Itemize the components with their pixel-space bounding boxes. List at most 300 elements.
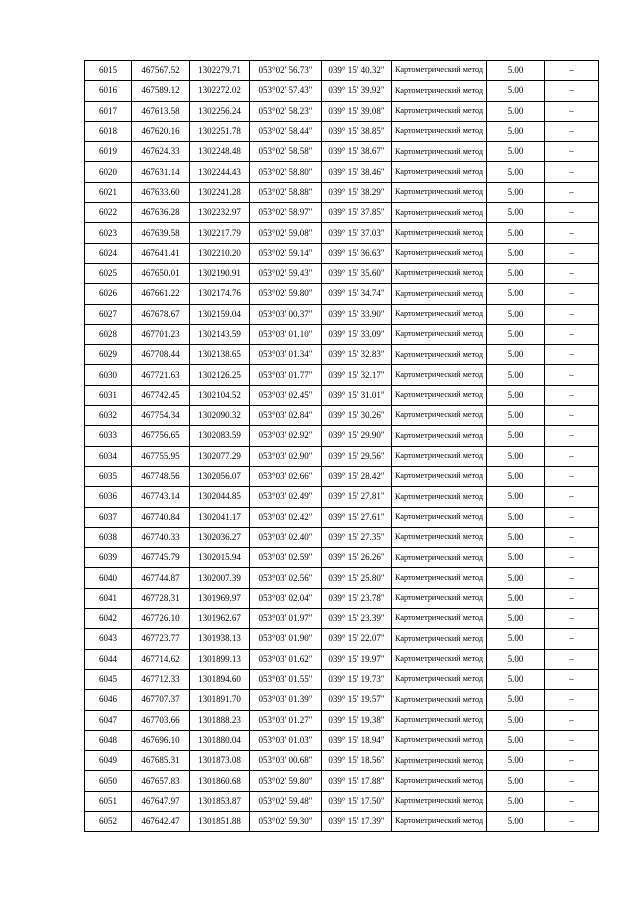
latitude-cell: 053°03' 02.66" — [250, 466, 322, 486]
longitude-cell: 039° 15' 29.90" — [322, 426, 392, 446]
longitude-cell: 039° 15' 33.09" — [322, 324, 392, 344]
point-number-cell: 6038 — [85, 527, 132, 547]
y-coordinate-cell: 1301891.70 — [190, 690, 250, 710]
point-number-cell: 6034 — [85, 446, 132, 466]
table-row — [85, 203, 599, 223]
longitude-cell: 039° 15' 18.94" — [322, 730, 392, 750]
y-coordinate-cell: 1302272.02 — [190, 81, 250, 101]
table-row — [85, 324, 599, 344]
y-coordinate-cell: 1302015.94 — [190, 548, 250, 568]
y-coordinate-cell: 1302251.78 — [190, 121, 250, 141]
y-coordinate-cell: 1301860.68 — [190, 771, 250, 791]
point-number-cell: 6033 — [85, 426, 132, 446]
accuracy-cell: 5.00 — [487, 487, 545, 507]
point-number-cell: 6049 — [85, 751, 132, 771]
note-cell: – — [545, 345, 599, 365]
longitude-cell: 039° 15' 19.38" — [322, 710, 392, 730]
table-row — [85, 771, 599, 791]
longitude-cell: 039° 15' 38.85" — [322, 121, 392, 141]
latitude-cell: 053°02' 58.58" — [250, 142, 322, 162]
longitude-cell: 039° 15' 17.88" — [322, 771, 392, 791]
y-coordinate-cell: 1302174.76 — [190, 284, 250, 304]
x-coordinate-cell: 467744.87 — [132, 568, 190, 588]
y-coordinate-cell: 1302077.29 — [190, 446, 250, 466]
method-cell: Картометрический метод — [392, 730, 487, 750]
x-coordinate-cell: 467567.52 — [132, 61, 190, 81]
point-number-cell: 6035 — [85, 466, 132, 486]
longitude-cell: 039° 15' 35.60" — [322, 263, 392, 283]
point-number-cell: 6024 — [85, 243, 132, 263]
longitude-cell: 039° 15' 17.50" — [322, 791, 392, 811]
method-cell: Картометрический метод — [392, 284, 487, 304]
x-coordinate-cell: 467723.77 — [132, 629, 190, 649]
table-row — [85, 466, 599, 486]
point-number-cell: 6051 — [85, 791, 132, 811]
longitude-cell: 039° 15' 17.39" — [322, 811, 392, 831]
table-row — [85, 385, 599, 405]
latitude-cell: 053°03' 02.04" — [250, 588, 322, 608]
y-coordinate-cell: 1301873.08 — [190, 751, 250, 771]
x-coordinate-cell: 467712.33 — [132, 669, 190, 689]
table-row — [85, 81, 599, 101]
y-coordinate-cell: 1302104.52 — [190, 385, 250, 405]
method-cell: Картометрический метод — [392, 324, 487, 344]
table-row — [85, 182, 599, 202]
x-coordinate-cell: 467642.47 — [132, 811, 190, 831]
longitude-cell: 039° 15' 32.83" — [322, 345, 392, 365]
y-coordinate-cell: 1302241.28 — [190, 182, 250, 202]
accuracy-cell: 5.00 — [487, 223, 545, 243]
latitude-cell: 053°03' 02.45" — [250, 385, 322, 405]
longitude-cell: 039° 15' 23.39" — [322, 609, 392, 629]
x-coordinate-cell: 467636.28 — [132, 203, 190, 223]
longitude-cell: 039° 15' 19.73" — [322, 669, 392, 689]
y-coordinate-cell: 1302159.04 — [190, 304, 250, 324]
point-number-cell: 6020 — [85, 162, 132, 182]
method-cell: Картометрический метод — [392, 669, 487, 689]
point-number-cell: 6029 — [85, 345, 132, 365]
accuracy-cell: 5.00 — [487, 690, 545, 710]
method-cell: Картометрический метод — [392, 507, 487, 527]
y-coordinate-cell: 1301880.04 — [190, 730, 250, 750]
method-cell: Картометрический метод — [392, 304, 487, 324]
note-cell: – — [545, 61, 599, 81]
longitude-cell: 039° 15' 27.35" — [322, 527, 392, 547]
longitude-cell: 039° 15' 38.67" — [322, 142, 392, 162]
x-coordinate-cell: 467728.31 — [132, 588, 190, 608]
longitude-cell: 039° 15' 34.74" — [322, 284, 392, 304]
table-row — [85, 426, 599, 446]
x-coordinate-cell: 467641.41 — [132, 243, 190, 263]
note-cell: – — [545, 142, 599, 162]
accuracy-cell: 5.00 — [487, 406, 545, 426]
longitude-cell: 039° 15' 27.61" — [322, 507, 392, 527]
table-row — [85, 304, 599, 324]
note-cell: – — [545, 365, 599, 385]
method-cell: Картометрический метод — [392, 487, 487, 507]
accuracy-cell: 5.00 — [487, 710, 545, 730]
table-row — [85, 568, 599, 588]
table-row — [85, 365, 599, 385]
x-coordinate-cell: 467703.66 — [132, 710, 190, 730]
longitude-cell: 039° 15' 39.08" — [322, 101, 392, 121]
method-cell: Картометрический метод — [392, 426, 487, 446]
latitude-cell: 053°03' 02.56" — [250, 568, 322, 588]
note-cell: – — [545, 162, 599, 182]
accuracy-cell: 5.00 — [487, 649, 545, 669]
point-number-cell: 6042 — [85, 609, 132, 629]
latitude-cell: 053°03' 02.59" — [250, 548, 322, 568]
x-coordinate-cell: 467714.62 — [132, 649, 190, 669]
point-number-cell: 6052 — [85, 811, 132, 831]
accuracy-cell: 5.00 — [487, 203, 545, 223]
latitude-cell: 053°03' 02.42" — [250, 507, 322, 527]
table-row — [85, 263, 599, 283]
accuracy-cell: 5.00 — [487, 243, 545, 263]
point-number-cell: 6026 — [85, 284, 132, 304]
method-cell: Картометрический метод — [392, 203, 487, 223]
note-cell: – — [545, 487, 599, 507]
y-coordinate-cell: 1301899.13 — [190, 649, 250, 669]
y-coordinate-cell: 1302041.17 — [190, 507, 250, 527]
latitude-cell: 053°03' 01.55" — [250, 669, 322, 689]
x-coordinate-cell: 467696.10 — [132, 730, 190, 750]
x-coordinate-cell: 467742.45 — [132, 385, 190, 405]
longitude-cell: 039° 15' 31.01" — [322, 385, 392, 405]
point-number-cell: 6015 — [85, 61, 132, 81]
x-coordinate-cell: 467620.16 — [132, 121, 190, 141]
accuracy-cell: 5.00 — [487, 466, 545, 486]
x-coordinate-cell: 467685.31 — [132, 751, 190, 771]
latitude-cell: 053°03' 01.27" — [250, 710, 322, 730]
longitude-cell: 039° 15' 23.78" — [322, 588, 392, 608]
note-cell: – — [545, 568, 599, 588]
x-coordinate-cell: 467631.14 — [132, 162, 190, 182]
table-row — [85, 243, 599, 263]
y-coordinate-cell: 1302190.91 — [190, 263, 250, 283]
accuracy-cell: 5.00 — [487, 811, 545, 831]
method-cell: Картометрический метод — [392, 182, 487, 202]
method-cell: Картометрический метод — [392, 710, 487, 730]
latitude-cell: 053°02' 58.44" — [250, 121, 322, 141]
note-cell: – — [545, 649, 599, 669]
accuracy-cell: 5.00 — [487, 609, 545, 629]
point-number-cell: 6021 — [85, 182, 132, 202]
method-cell: Картометрический метод — [392, 263, 487, 283]
y-coordinate-cell: 1301938.13 — [190, 629, 250, 649]
accuracy-cell: 5.00 — [487, 669, 545, 689]
accuracy-cell: 5.00 — [487, 791, 545, 811]
note-cell: – — [545, 629, 599, 649]
table-row — [85, 669, 599, 689]
method-cell: Картометрический метод — [392, 568, 487, 588]
y-coordinate-cell: 1302036.27 — [190, 527, 250, 547]
accuracy-cell: 5.00 — [487, 142, 545, 162]
note-cell: – — [545, 548, 599, 568]
method-cell: Картометрический метод — [392, 588, 487, 608]
accuracy-cell: 5.00 — [487, 162, 545, 182]
method-cell: Картометрический метод — [392, 223, 487, 243]
accuracy-cell: 5.00 — [487, 121, 545, 141]
accuracy-cell: 5.00 — [487, 751, 545, 771]
note-cell: – — [545, 791, 599, 811]
latitude-cell: 053°03' 01.10" — [250, 324, 322, 344]
y-coordinate-cell: 1302210.20 — [190, 243, 250, 263]
latitude-cell: 053°02' 59.14" — [250, 243, 322, 263]
x-coordinate-cell: 467756.65 — [132, 426, 190, 446]
table-row — [85, 811, 599, 831]
latitude-cell: 053°03' 01.34" — [250, 345, 322, 365]
note-cell: – — [545, 426, 599, 446]
method-cell: Картометрический метод — [392, 771, 487, 791]
accuracy-cell: 5.00 — [487, 324, 545, 344]
y-coordinate-cell: 1302248.48 — [190, 142, 250, 162]
point-number-cell: 6025 — [85, 263, 132, 283]
table-row — [85, 791, 599, 811]
coordinates-table — [84, 60, 599, 832]
table-row — [85, 710, 599, 730]
y-coordinate-cell: 1301894.60 — [190, 669, 250, 689]
latitude-cell: 053°03' 01.97" — [250, 609, 322, 629]
table-row — [85, 548, 599, 568]
y-coordinate-cell: 1302244.43 — [190, 162, 250, 182]
note-cell: – — [545, 385, 599, 405]
latitude-cell: 053°02' 59.80" — [250, 284, 322, 304]
note-cell: – — [545, 81, 599, 101]
note-cell: – — [545, 304, 599, 324]
accuracy-cell: 5.00 — [487, 629, 545, 649]
point-number-cell: 6016 — [85, 81, 132, 101]
point-number-cell: 6030 — [85, 365, 132, 385]
point-number-cell: 6037 — [85, 507, 132, 527]
table-row — [85, 629, 599, 649]
y-coordinate-cell: 1302256.24 — [190, 101, 250, 121]
note-cell: – — [545, 690, 599, 710]
table-row — [85, 142, 599, 162]
latitude-cell: 053°02' 59.08" — [250, 223, 322, 243]
longitude-cell: 039° 15' 22.07" — [322, 629, 392, 649]
y-coordinate-cell: 1302056.07 — [190, 466, 250, 486]
x-coordinate-cell: 467708.44 — [132, 345, 190, 365]
longitude-cell: 039° 15' 29.56" — [322, 446, 392, 466]
point-number-cell: 6041 — [85, 588, 132, 608]
accuracy-cell: 5.00 — [487, 527, 545, 547]
method-cell: Картометрический метод — [392, 629, 487, 649]
point-number-cell: 6032 — [85, 406, 132, 426]
note-cell: – — [545, 588, 599, 608]
method-cell: Картометрический метод — [392, 101, 487, 121]
latitude-cell: 053°02' 58.80" — [250, 162, 322, 182]
note-cell: – — [545, 527, 599, 547]
longitude-cell: 039° 15' 28.42" — [322, 466, 392, 486]
longitude-cell: 039° 15' 36.63" — [322, 243, 392, 263]
y-coordinate-cell: 1302217.79 — [190, 223, 250, 243]
y-coordinate-cell: 1302083.59 — [190, 426, 250, 446]
accuracy-cell: 5.00 — [487, 101, 545, 121]
method-cell: Картометрический метод — [392, 690, 487, 710]
note-cell: – — [545, 223, 599, 243]
x-coordinate-cell: 467748.56 — [132, 466, 190, 486]
x-coordinate-cell: 467639.58 — [132, 223, 190, 243]
point-number-cell: 6045 — [85, 669, 132, 689]
accuracy-cell: 5.00 — [487, 568, 545, 588]
longitude-cell: 039° 15' 19.57" — [322, 690, 392, 710]
longitude-cell: 039° 15' 27.81" — [322, 487, 392, 507]
latitude-cell: 053°03' 01.62" — [250, 649, 322, 669]
method-cell: Картометрический метод — [392, 811, 487, 831]
latitude-cell: 053°02' 57.43" — [250, 81, 322, 101]
table-row — [85, 101, 599, 121]
point-number-cell: 6048 — [85, 730, 132, 750]
table-row — [85, 649, 599, 669]
table-row — [85, 284, 599, 304]
latitude-cell: 053°03' 02.92" — [250, 426, 322, 446]
method-cell: Картометрический метод — [392, 466, 487, 486]
method-cell: Картометрический метод — [392, 243, 487, 263]
table-row — [85, 406, 599, 426]
longitude-cell: 039° 15' 25.80" — [322, 568, 392, 588]
point-number-cell: 6017 — [85, 101, 132, 121]
accuracy-cell: 5.00 — [487, 730, 545, 750]
method-cell: Картометрический метод — [392, 121, 487, 141]
method-cell: Картометрический метод — [392, 649, 487, 669]
point-number-cell: 6027 — [85, 304, 132, 324]
x-coordinate-cell: 467745.79 — [132, 548, 190, 568]
latitude-cell: 053°03' 02.40" — [250, 527, 322, 547]
point-number-cell: 6040 — [85, 568, 132, 588]
accuracy-cell: 5.00 — [487, 771, 545, 791]
latitude-cell: 053°02' 59.48" — [250, 791, 322, 811]
method-cell: Картометрический метод — [392, 345, 487, 365]
x-coordinate-cell: 467678.67 — [132, 304, 190, 324]
point-number-cell: 6043 — [85, 629, 132, 649]
latitude-cell: 053°03' 01.39" — [250, 690, 322, 710]
x-coordinate-cell: 467707.37 — [132, 690, 190, 710]
method-cell: Картометрический метод — [392, 385, 487, 405]
y-coordinate-cell: 1302007.39 — [190, 568, 250, 588]
method-cell: Картометрический метод — [392, 527, 487, 547]
accuracy-cell: 5.00 — [487, 446, 545, 466]
longitude-cell: 039° 15' 32.17" — [322, 365, 392, 385]
method-cell: Картометрический метод — [392, 142, 487, 162]
x-coordinate-cell: 467650.01 — [132, 263, 190, 283]
y-coordinate-cell: 1302232.97 — [190, 203, 250, 223]
note-cell: – — [545, 121, 599, 141]
note-cell: – — [545, 811, 599, 831]
x-coordinate-cell: 467624.33 — [132, 142, 190, 162]
accuracy-cell: 5.00 — [487, 426, 545, 446]
accuracy-cell: 5.00 — [487, 365, 545, 385]
latitude-cell: 053°03' 01.03" — [250, 730, 322, 750]
accuracy-cell: 5.00 — [487, 182, 545, 202]
accuracy-cell: 5.00 — [487, 588, 545, 608]
y-coordinate-cell: 1302279.71 — [190, 61, 250, 81]
y-coordinate-cell: 1301851.88 — [190, 811, 250, 831]
y-coordinate-cell: 1302044.85 — [190, 487, 250, 507]
table-row — [85, 751, 599, 771]
note-cell: – — [545, 771, 599, 791]
table-row — [85, 588, 599, 608]
accuracy-cell: 5.00 — [487, 81, 545, 101]
accuracy-cell: 5.00 — [487, 304, 545, 324]
longitude-cell: 039° 15' 33.90" — [322, 304, 392, 324]
x-coordinate-cell: 467613.58 — [132, 101, 190, 121]
note-cell: – — [545, 324, 599, 344]
accuracy-cell: 5.00 — [487, 284, 545, 304]
note-cell: – — [545, 507, 599, 527]
x-coordinate-cell: 467701.23 — [132, 324, 190, 344]
accuracy-cell: 5.00 — [487, 345, 545, 365]
longitude-cell: 039° 15' 38.29" — [322, 182, 392, 202]
table-row — [85, 121, 599, 141]
note-cell: – — [545, 609, 599, 629]
note-cell: – — [545, 203, 599, 223]
latitude-cell: 053°03' 01.77" — [250, 365, 322, 385]
point-number-cell: 6044 — [85, 649, 132, 669]
latitude-cell: 053°03' 02.49" — [250, 487, 322, 507]
point-number-cell: 6031 — [85, 385, 132, 405]
note-cell: – — [545, 710, 599, 730]
method-cell: Картометрический метод — [392, 609, 487, 629]
y-coordinate-cell: 1302090.32 — [190, 406, 250, 426]
x-coordinate-cell: 467754.34 — [132, 406, 190, 426]
y-coordinate-cell: 1302138.65 — [190, 345, 250, 365]
latitude-cell: 053°03' 02.84" — [250, 406, 322, 426]
x-coordinate-cell: 467633.60 — [132, 182, 190, 202]
note-cell: – — [545, 466, 599, 486]
note-cell: – — [545, 243, 599, 263]
note-cell: – — [545, 284, 599, 304]
accuracy-cell: 5.00 — [487, 507, 545, 527]
x-coordinate-cell: 467589.12 — [132, 81, 190, 101]
method-cell: Картометрический метод — [392, 406, 487, 426]
table-row — [85, 507, 599, 527]
x-coordinate-cell: 467740.33 — [132, 527, 190, 547]
accuracy-cell: 5.00 — [487, 61, 545, 81]
latitude-cell: 053°02' 59.43" — [250, 263, 322, 283]
x-coordinate-cell: 467721.63 — [132, 365, 190, 385]
table-row — [85, 730, 599, 750]
point-number-cell: 6018 — [85, 121, 132, 141]
table-row — [85, 223, 599, 243]
table-row — [85, 162, 599, 182]
table-row — [85, 487, 599, 507]
x-coordinate-cell: 467647.97 — [132, 791, 190, 811]
latitude-cell: 053°02' 58.88" — [250, 182, 322, 202]
longitude-cell: 039° 15' 37.85" — [322, 203, 392, 223]
method-cell: Картометрический метод — [392, 791, 487, 811]
x-coordinate-cell: 467726.10 — [132, 609, 190, 629]
longitude-cell: 039° 15' 40.32" — [322, 61, 392, 81]
note-cell: – — [545, 669, 599, 689]
method-cell: Картометрический метод — [392, 365, 487, 385]
point-number-cell: 6050 — [85, 771, 132, 791]
note-cell: – — [545, 101, 599, 121]
x-coordinate-cell: 467740.84 — [132, 507, 190, 527]
latitude-cell: 053°03' 00.68" — [250, 751, 322, 771]
note-cell: – — [545, 446, 599, 466]
table-row — [85, 690, 599, 710]
longitude-cell: 039° 15' 39.92" — [322, 81, 392, 101]
point-number-cell: 6036 — [85, 487, 132, 507]
latitude-cell: 053°03' 00.37" — [250, 304, 322, 324]
table-body — [85, 61, 599, 832]
latitude-cell: 053°02' 59.80" — [250, 771, 322, 791]
x-coordinate-cell: 467743.14 — [132, 487, 190, 507]
y-coordinate-cell: 1302126.25 — [190, 365, 250, 385]
point-number-cell: 6022 — [85, 203, 132, 223]
y-coordinate-cell: 1301888.23 — [190, 710, 250, 730]
